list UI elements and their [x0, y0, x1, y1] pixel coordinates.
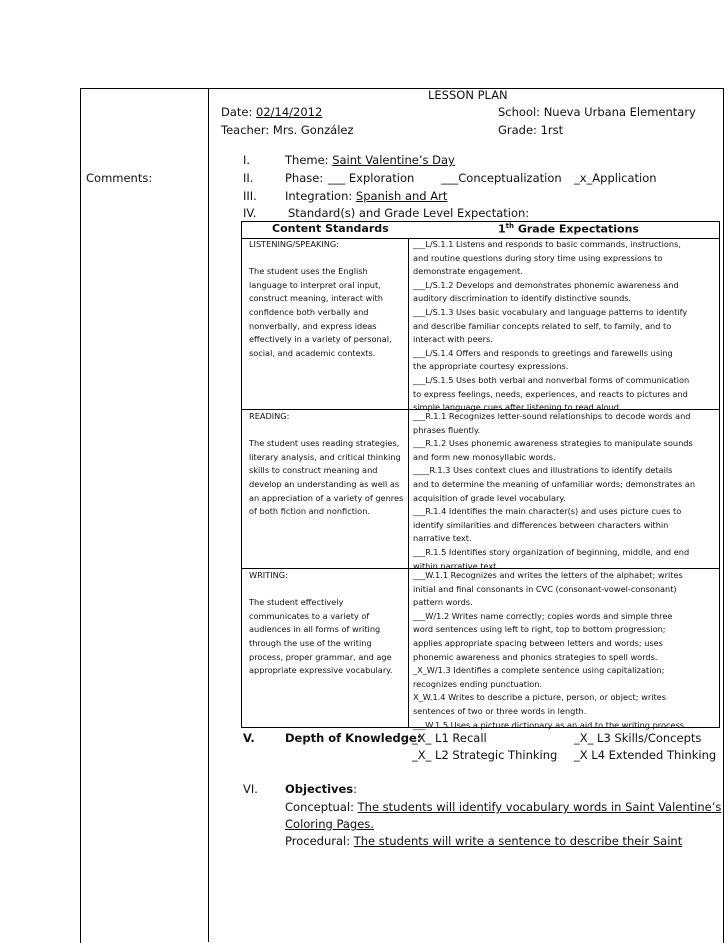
integration-value: Spanish and Art — [355, 189, 448, 203]
expectation-line: initial and final consonants in CVC (consonant-vowel-consonant) — [413, 583, 677, 594]
expectation-line: within narrative text. — [413, 560, 499, 571]
section-iv-number: IV. — [243, 206, 257, 220]
phase-label: Phase: — [285, 171, 324, 185]
expectation-line: pattern words. — [413, 597, 473, 608]
expectation-line: and to determine the meaning of unfamiliar words; demonstrates an — [413, 478, 696, 489]
writing-description: The student effectively communicates to a variety of audiences in all forms of writing through the use of the writing process, proper grammar, and age appropriate expressive vocabulary. — [249, 597, 393, 676]
dok-level-4: _X L4 Extended Thinking — [574, 748, 717, 762]
expectation-line: X_W.1.4 Writes to describe a picture, person, or object; writes — [413, 692, 666, 703]
grade-level: Grade: 1rst — [498, 123, 564, 137]
expectation-line: and routine questions during story time using expressions to — [413, 252, 663, 263]
expectation-line: interact with peers. — [413, 334, 493, 345]
expectation-line: ___R.1.4 Identifies the main character(s) and uses picture cues to — [413, 506, 682, 517]
expectation-line: acquisition of grade level vocabulary. — [413, 492, 566, 503]
section-i-number: I. — [243, 153, 251, 167]
expectation-line: ___W/1.2 Writes name correctly; copies words and simple three — [413, 610, 673, 621]
objectives-label: Objectives — [285, 782, 354, 796]
theme-line — [285, 153, 455, 167]
conceptual-label: Conceptual: — [285, 800, 358, 814]
standards-table-header — [242, 222, 719, 239]
expectation-line: ___R.1.2 Uses phonemic awareness strategies to manipulate sounds — [413, 438, 693, 449]
expectation-line: auditory discrimination to identify distinctive sounds. — [413, 293, 632, 304]
expectation-line: and describe familiar concepts related to self, to family, and to — [413, 320, 672, 331]
expectation-line: ___L/S.1.1 Listens and responds to basic commands, instructions, — [413, 239, 681, 249]
section-ii-number: II. — [243, 171, 254, 185]
expectation-line: ___L/S.1.2 Develops and demonstrates phonemic awareness and — [413, 279, 679, 290]
expectation-line: ___L/S.1.4 Offers and responds to greetings and farewells using — [413, 347, 673, 358]
conceptual-text-continued: Coloring Pages. — [285, 817, 374, 831]
listening-speaking-description: The student uses the English language to interpret oral input, construct meaning, interact with confidence both verbally and nonverbally, and express ideas effectively in a variety of personal, social, and academic contexts. — [249, 266, 392, 358]
procedural-label: Procedural: — [285, 834, 354, 848]
grade-superscript: th — [505, 222, 514, 230]
dok-level-1: _X_ L1 Recall — [412, 731, 487, 745]
dok-label: Depth of Knowledge: — [285, 731, 422, 745]
expectation-line: phonemic awareness and phonics strategies to spell words. — [413, 651, 658, 662]
reading-description: The student uses reading strategies, literary analysis, and critical thinking skills to construct meaning and develop an understanding as well as an appreciation of a variety of genres of both fiction and nonfiction. — [249, 438, 404, 517]
expectation-line: sentences of two or three words in length. — [413, 705, 587, 716]
integration-line — [285, 189, 447, 203]
exploration-label: Exploration — [348, 171, 415, 185]
school-name: School: Nueva Urbana Elementary — [498, 105, 696, 119]
standards-table — [241, 221, 720, 728]
grade-expectations-text: Grade Expectations — [514, 222, 639, 236]
objectives-colon: : — [353, 782, 358, 796]
content-standards-heading: Content Standards — [272, 222, 389, 235]
integration-label: Integration: — [285, 189, 356, 203]
date-field — [221, 105, 322, 119]
listening-speaking-title: LISTENING/SPEAKING: — [249, 239, 340, 249]
expectation-line: ____R.1.3 Uses context clues and illustrations to identify details — [413, 465, 673, 476]
reading-title: READING: — [249, 411, 290, 421]
phase-conceptualization: ___Conceptualization — [441, 171, 562, 185]
standards-heading: Standard(s) and Grade Level Expectation: — [288, 206, 530, 220]
expectation-line: ___L/S.1.5 Uses both verbal and nonverbal forms of communication — [413, 374, 690, 385]
section-vi-number: VI. — [243, 782, 258, 796]
teacher-name: Teacher: Mrs. González — [221, 123, 354, 137]
expectation-line: ___R.1.5 Identifies story organization of beginning, middle, and end — [413, 546, 690, 557]
expectation-line: applies appropriate spacing between letters and words; uses — [413, 637, 663, 648]
expectation-line: identify similarities and differences between characters within — [413, 519, 669, 530]
comments-column-divider — [208, 88, 209, 942]
dok-level-3: _X_ L3 Skills/Concepts — [574, 731, 702, 745]
reading-standard — [249, 410, 404, 519]
grade-expectations-heading — [498, 222, 639, 236]
theme-value: Saint Valentine’s Day — [332, 153, 455, 167]
expectation-line: phrases fluently. — [413, 424, 481, 435]
theme-label: Theme: — [285, 153, 333, 167]
conceptual-objective — [285, 800, 721, 814]
listening-speaking-standard — [249, 238, 404, 360]
reading-expectations — [413, 410, 718, 573]
expectation-line: ___W.1.5 Uses a picture dictionary as an aid to the writing process. — [413, 719, 687, 730]
expectation-line: word sentences using left to right, top to bottom progression; — [413, 624, 666, 635]
section-iii-number: III. — [243, 189, 257, 203]
conceptual-text: The students will identify vocabulary words in Saint Valentine’s — [357, 800, 722, 814]
page-title: LESSON PLAN — [428, 88, 508, 102]
expectation-line: _X_W/1.3 Identifies a complete sentence using capitalization; — [413, 665, 665, 676]
exploration-blank: ___ — [328, 171, 346, 185]
expectation-line: simple language cues after listening to read aloud. — [413, 402, 622, 413]
expectation-line: ___W.1.1 Recognizes and writes the letters of the alphabet; writes — [413, 570, 683, 580]
grade-number: 1 — [498, 222, 506, 236]
expectation-line: and form new monosyllabic words. — [413, 451, 556, 462]
phase-exploration — [328, 171, 414, 185]
phase-application: _x_Application — [574, 171, 657, 185]
writing-standard — [249, 569, 404, 678]
date-value: 02/14/2012 — [256, 105, 323, 119]
expectation-line: recognizes ending punctuation. — [413, 678, 543, 689]
expectation-line: demonstrate engagement. — [413, 266, 523, 277]
procedural-objective — [285, 834, 682, 848]
date-label: Date: — [221, 105, 257, 119]
expectation-line: narrative text. — [413, 533, 472, 544]
procedural-text: The students will write a sentence to describe their Saint — [353, 834, 683, 848]
dok-level-2: _X_ L2 Strategic Thinking — [412, 748, 558, 762]
standards-column-divider — [408, 238, 409, 727]
expectation-line: ___R.1.1 Recognizes letter-sound relationships to decode words and — [413, 411, 691, 421]
comments-label: Comments: — [86, 171, 153, 185]
expectation-line: to express feelings, needs, experiences, and reacts to pictures and — [413, 388, 688, 399]
listening-speaking-expectations — [413, 238, 718, 415]
expectation-line: ___L/S.1.3 Uses basic vocabulary and language patterns to identify — [413, 306, 688, 317]
expectation-line: the appropriate courtesy expressions. — [413, 361, 569, 372]
objectives-heading — [285, 782, 357, 796]
writing-title: WRITING: — [249, 570, 288, 580]
writing-expectations — [413, 569, 718, 732]
section-v-number: V. — [243, 731, 255, 745]
